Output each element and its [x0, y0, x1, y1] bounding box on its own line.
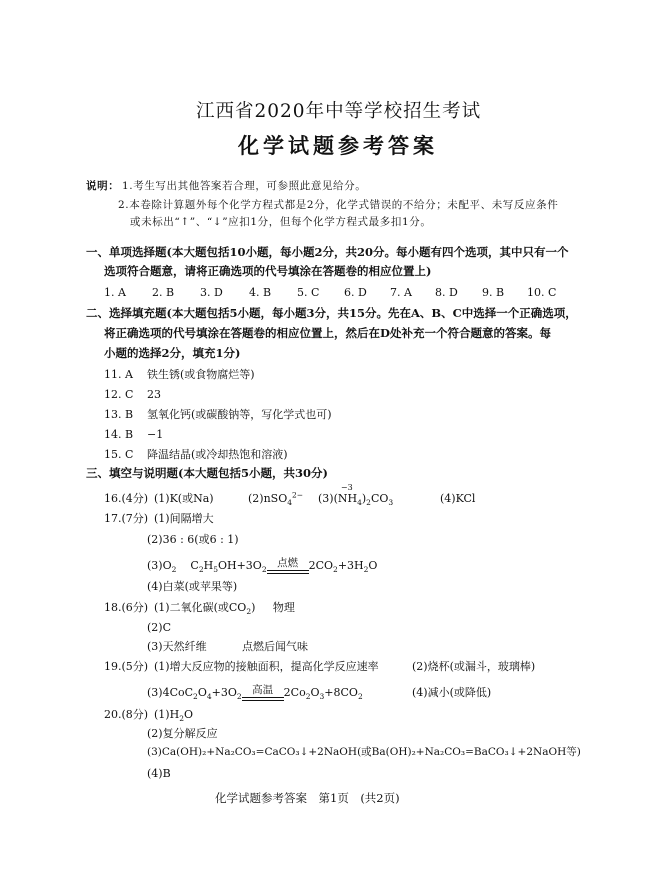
page-footer: 化学试题参考答案 第1页 (共2页)	[215, 791, 400, 805]
answer-item: 5. C	[297, 286, 320, 299]
note-line-3: 或未标出“↑”、“↓”应扣1分，但每个化学方程式最多扣1分。	[130, 216, 432, 228]
q20-number: 20.(8分)	[104, 708, 149, 721]
notes-label: 说明：	[86, 180, 120, 192]
answer-item: 3. D	[200, 286, 223, 299]
q17-part2: (2)36 : 6(或6 : 1)	[147, 533, 239, 546]
q16-number: 16.(4分)	[104, 492, 149, 505]
section1-header-line2: 选项符合题意，请将正确选项的代号填涂在答题卷的相应位置上)	[104, 264, 432, 278]
reaction-condition-ignite: 点燃	[267, 558, 309, 574]
answer-item: 2. B	[152, 286, 175, 299]
q17-part3: $(3)O_2$ $C_2H_5OH+3O_2$ 点燃 $2CO_2+3H_2O$	[147, 557, 378, 574]
answer-item: 6. D	[344, 286, 367, 299]
q20-part3: (3)Ca(OH)₂+Na₂CO₃=CaCO₃↓+2NaOH(或Ba(OH)₂+Na₂CO₃=BaCO₃↓+2NaOH等)	[147, 746, 581, 758]
q19-part2: (2)烧杯(或漏斗，玻璃棒)	[412, 660, 536, 673]
section2-header-line1: 二、选择填充题(本大题包括5小题，每小题3分，共15分。先在A、B、C中选择一个正确选项，	[86, 306, 577, 320]
q14-number: 14. B	[104, 428, 134, 441]
q18-number: 18.(6分)	[104, 601, 149, 614]
q16-part2: (2)nSO$_4^{2-}$	[248, 490, 304, 508]
q20-part4: (4)B	[147, 767, 171, 780]
q20-part1: $(1)H_2O$	[154, 708, 193, 724]
answer-key-title: 化学试题参考答案	[238, 133, 438, 158]
answer-item: 1. A	[104, 286, 126, 299]
q13-fill: 氢氧化钙(或碳酸钠等，写化学式也可)	[147, 408, 332, 421]
q16-part4: (4)KCl	[440, 492, 476, 505]
q18-part2: (2)C	[147, 621, 171, 634]
section1-header-line1: 一、单项选择题(本大题包括10小题，每小题2分，共20分。每小题有四个选项，其中只有一个	[86, 245, 569, 259]
section2-header-line3: 小题的选择2分，填充1分)	[104, 346, 241, 360]
reaction-condition-high-temp: 高温	[242, 685, 284, 701]
q19-part3: $(3)4CoC_2O_4+3O_2$ 高温 $2Co_2O_3+8CO_2$	[147, 684, 363, 701]
q16-part1: (1)K(或Na)	[154, 492, 214, 505]
section2-header-line2: 将正确选项的代号填涂在答题卷的相应位置上，然后在D处补充一个符合题意的答案。每	[104, 326, 551, 340]
answer-item: 9. B	[482, 286, 505, 299]
q15-fill: 降温结晶(或冷却热饱和溶液)	[147, 448, 288, 461]
valence-label: −3	[340, 483, 353, 492]
section3-header: 三、填空与说明题(本大题包括5小题，共30分)	[86, 466, 328, 480]
answer-item: 7. A	[390, 286, 412, 299]
note-line-2: 2.本卷除计算题外每个化学方程式都是2分，化学式错误的不给分；未配平、未写反应条件	[118, 199, 559, 211]
answer-item: 4. B	[249, 286, 272, 299]
q19-part1: (1)增大反应物的接触面积，提高化学反应速率	[154, 660, 379, 673]
q18-part1: (1)二氧化碳(或$CO_2$) 物理	[154, 601, 295, 617]
q19-number: 19.(5分)	[104, 660, 149, 673]
q16-part3: (3)( −3 $NH_4)_2CO_3$	[318, 483, 394, 508]
q12-fill: 23	[147, 388, 161, 401]
q17-part4: (4)白菜(或苹果等)	[147, 580, 238, 593]
q15-number: 15. C	[104, 448, 134, 461]
q17-part1: (1)间隔增大	[154, 512, 214, 525]
q14-fill: −1	[147, 428, 164, 441]
q18-part3b: 点燃后闻气味	[242, 640, 308, 653]
answer-item: 8. D	[435, 286, 458, 299]
answer-item: 10. C	[527, 286, 557, 299]
q13-number: 13. B	[104, 408, 134, 421]
note-line-1: 1.考生写出其他答案若合理，可参照此意见给分。	[122, 180, 367, 192]
q18-part3a: (3)天然纤维	[147, 640, 207, 653]
q20-part2: (2)复分解反应	[147, 727, 218, 740]
q17-number: 17.(7分)	[104, 512, 149, 525]
q12-number: 12. C	[104, 388, 134, 401]
q19-part4: (4)减小(或降低)	[412, 686, 492, 699]
exam-title: 江西省2020年中等学校招生考试	[196, 101, 482, 122]
q11-fill: 铁生锈(或食物腐烂等)	[147, 368, 255, 381]
q11-number: 11. A	[104, 368, 133, 381]
